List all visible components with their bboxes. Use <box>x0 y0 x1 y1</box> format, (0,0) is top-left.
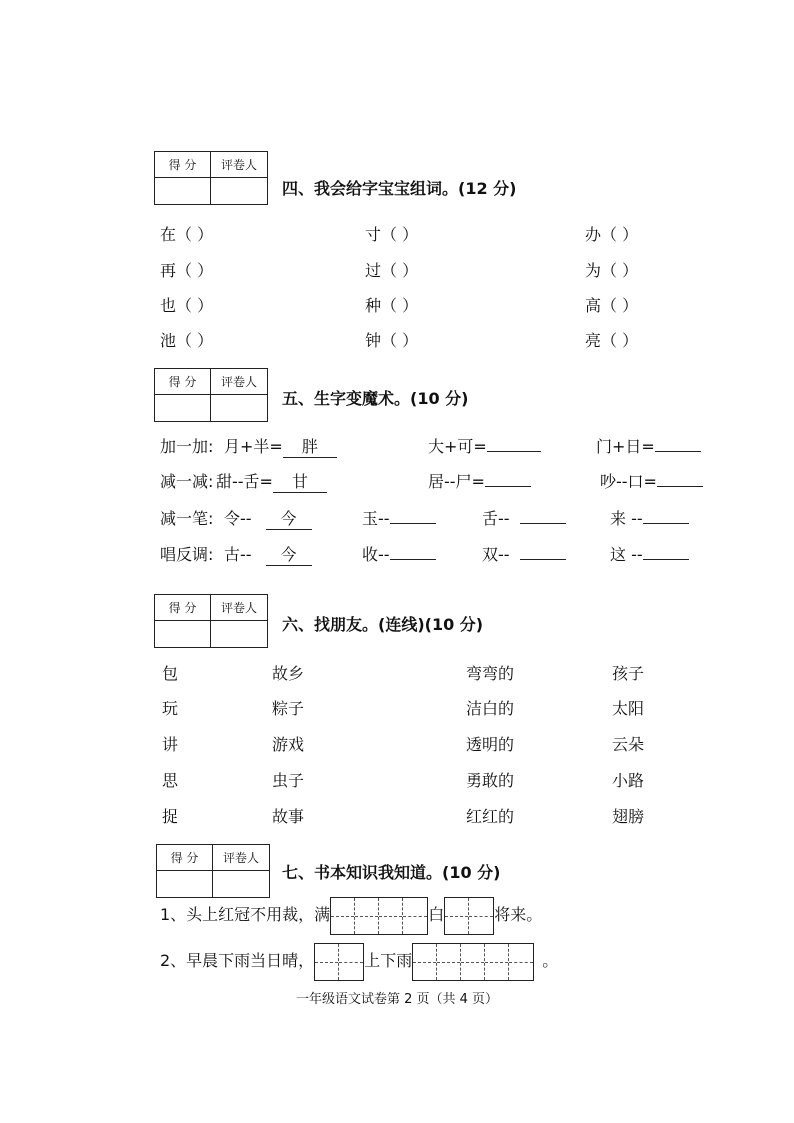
char-grid[interactable] <box>330 897 428 935</box>
question: 双-- <box>482 542 566 565</box>
word-item: 也（ ） <box>160 296 214 315</box>
answer-blank[interactable] <box>520 523 566 524</box>
row-label: 唱反调: <box>160 545 214 564</box>
word-item: 办（ ） <box>585 225 639 244</box>
score-cell[interactable] <box>155 178 211 204</box>
score-label: 得 分 <box>155 369 211 395</box>
word-item: 寸（ ） <box>365 225 419 244</box>
answer-blank[interactable]: 胖 <box>283 434 337 458</box>
knowledge-line-2: 2、早晨下雨当日晴， 上下雨 。 <box>160 940 558 982</box>
answer-blank[interactable] <box>485 486 531 487</box>
grader-cell[interactable] <box>211 178 267 204</box>
question: 门+日= <box>596 434 701 457</box>
score-box-sec6 <box>154 594 268 648</box>
match-item[interactable]: 粽子 <box>272 699 305 718</box>
match-item[interactable]: 思 <box>162 771 179 790</box>
question: 舌-- <box>482 506 566 529</box>
section5-title: 五、生字变魔术。(10 分) <box>282 389 469 408</box>
question: 这 -- <box>610 542 689 565</box>
match-item[interactable]: 虫子 <box>272 771 305 790</box>
score-label: 得 分 <box>155 152 211 178</box>
question: 大+可= <box>428 434 541 457</box>
match-item[interactable]: 游戏 <box>272 735 305 754</box>
word-item: 为（ ） <box>585 261 639 280</box>
char-grid[interactable] <box>444 897 494 935</box>
match-item[interactable]: 故乡 <box>272 664 305 683</box>
match-item[interactable]: 孩子 <box>612 664 645 683</box>
answer-blank[interactable] <box>390 559 436 560</box>
question: 玉-- <box>362 506 436 529</box>
grader-label: 评卷人 <box>211 369 267 395</box>
question: 月+半= 胖 <box>224 434 337 458</box>
row-label: 加一加: <box>160 437 214 456</box>
knowledge-line-1: 1、头上红冠不用裁，满 白 将来。 <box>160 894 542 936</box>
match-item[interactable]: 包 <box>162 664 179 683</box>
match-item[interactable]: 云朵 <box>612 735 645 754</box>
match-item[interactable]: 弯弯的 <box>466 664 515 683</box>
score-box-sec5 <box>154 368 268 422</box>
grader-cell[interactable] <box>211 621 267 647</box>
score-label: 得 分 <box>155 595 211 621</box>
char-grid[interactable] <box>314 943 364 981</box>
score-label: 得 分 <box>157 845 213 871</box>
match-item[interactable]: 小路 <box>612 771 645 790</box>
word-item: 池（ ） <box>160 331 214 350</box>
question: 收-- <box>362 542 436 565</box>
match-item[interactable]: 勇敢的 <box>466 771 515 790</box>
section6-title: 六、找朋友。(连线)(10 分) <box>282 615 484 634</box>
answer-blank[interactable] <box>643 559 689 560</box>
word-item: 在（ ） <box>160 225 214 244</box>
answer-blank[interactable] <box>390 523 436 524</box>
answer-blank[interactable]: 甘 <box>273 469 327 493</box>
question: 居--尸= <box>428 469 531 492</box>
char-grid[interactable] <box>412 943 534 981</box>
grader-cell[interactable] <box>211 395 267 421</box>
grader-label: 评卷人 <box>211 152 267 178</box>
word-item: 高（ ） <box>585 296 639 315</box>
word-item: 钟（ ） <box>365 331 419 350</box>
answer-blank[interactable]: 今 <box>266 542 312 566</box>
grader-label: 评卷人 <box>211 595 267 621</box>
answer-blank[interactable] <box>657 486 703 487</box>
question: 吵--口= <box>600 469 703 492</box>
score-box-sec4 <box>154 151 268 205</box>
score-cell[interactable] <box>155 621 211 647</box>
answer-blank[interactable] <box>520 559 566 560</box>
question: 来 -- <box>610 506 689 529</box>
match-item[interactable]: 讲 <box>162 735 179 754</box>
question: 古-- 今 <box>224 542 312 566</box>
word-item: 过（ ） <box>365 261 419 280</box>
row-label: 减一减: <box>160 472 214 491</box>
answer-blank[interactable]: 今 <box>266 506 312 530</box>
word-item: 再（ ） <box>160 261 214 280</box>
section7-title: 七、书本知识我知道。(10 分) <box>282 863 501 882</box>
match-item[interactable]: 玩 <box>162 699 179 718</box>
word-item: 亮（ ） <box>585 331 639 350</box>
match-item[interactable]: 翅膀 <box>612 807 645 826</box>
question: 令-- 今 <box>224 506 312 530</box>
grader-label: 评卷人 <box>213 845 269 871</box>
match-item[interactable]: 红红的 <box>466 807 515 826</box>
score-box-sec7 <box>156 844 270 898</box>
match-item[interactable]: 故事 <box>272 807 305 826</box>
section4-title: 四、我会给字宝宝组词。(12 分) <box>282 179 517 198</box>
answer-blank[interactable] <box>655 451 701 452</box>
score-cell[interactable] <box>155 395 211 421</box>
question: 甜--舌= 甘 <box>216 469 327 493</box>
word-item: 种（ ） <box>365 296 419 315</box>
match-item[interactable]: 捉 <box>162 807 179 826</box>
page-footer: 一年级语文试卷第 2 页（共 4 页） <box>295 992 499 1007</box>
match-item[interactable]: 洁白的 <box>466 699 515 718</box>
answer-blank[interactable] <box>487 451 541 452</box>
answer-blank[interactable] <box>643 523 689 524</box>
row-label: 减一笔: <box>160 509 214 528</box>
match-item[interactable]: 透明的 <box>466 735 515 754</box>
match-item[interactable]: 太阳 <box>612 699 645 718</box>
